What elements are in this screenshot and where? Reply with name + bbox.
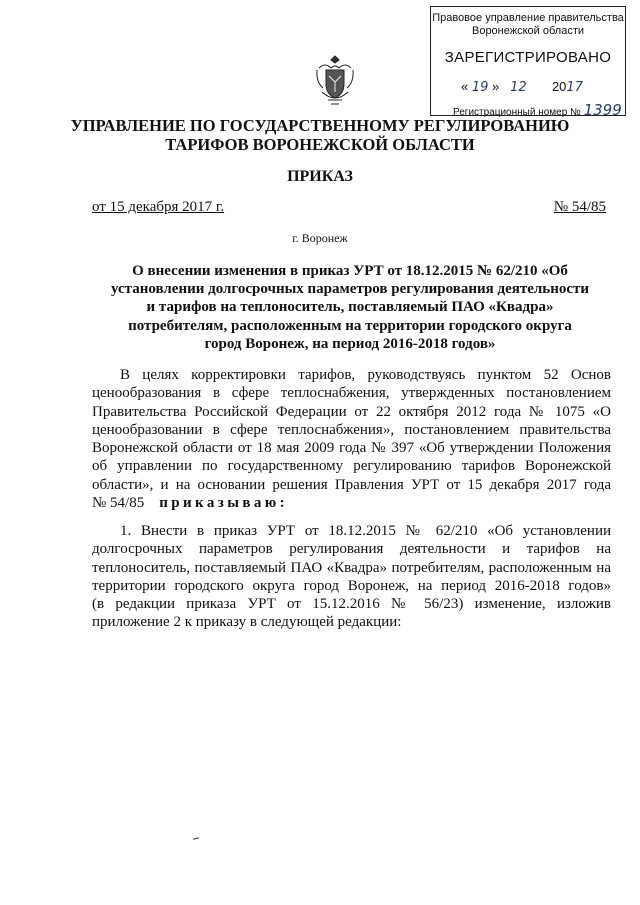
subject-line: и тарифов на теплоноситель, поставляемый ПАО «Квадра» xyxy=(146,299,554,316)
subject-line: О внесении изменения в приказ УРТ от 18.12.2015 № 62/210 «Об xyxy=(132,263,568,279)
stamp-date-year-prefix: 20 xyxy=(551,79,567,94)
org-name-line1: УПРАВЛЕНИЕ ПО ГОСУДАРСТВЕННОМУ РЕГУЛИРОВАНИЮ xyxy=(70,116,570,135)
stamp-date-year-hand: 17 xyxy=(566,80,583,95)
paragraph-line: ценообразования в сфере теплоснабжения, утвержденных постановлением xyxy=(92,385,611,402)
paragraph-line: территории городского округа город Воронеж, на период 2016-2018 годов» xyxy=(92,577,611,594)
paragraph-line: теплоноситель, поставляемый ПАО «Квадра» потребителям, расположенным на xyxy=(92,559,611,576)
stamp-registered-label: ЗАРЕГИСТРИРОВАНО xyxy=(444,49,612,66)
subject-line: город Воронеж, на период 2016-2018 годов» xyxy=(204,335,496,352)
stamp-reg-number-label: Регистрационный номер № xyxy=(453,107,581,118)
paragraph-line: долгосрочных параметров регулирования деятельности и тарифов на xyxy=(92,541,611,558)
stamp-date-day: 19 xyxy=(471,80,489,95)
paragraph-line: области», и на основании решения Правления УРТ от 15 декабря 2017 года xyxy=(92,476,611,493)
order-word: приказываю: xyxy=(159,495,288,512)
paragraph-last-line xyxy=(92,494,611,512)
stamp-date-month: 12 xyxy=(510,80,527,95)
paragraph-line: об управлении по государственному регулированию тарифов Воронежской xyxy=(92,458,611,475)
order-date: от 15 декабря 2017 г. xyxy=(92,199,225,215)
preamble-paragraph xyxy=(92,366,611,512)
order-clause-1 xyxy=(92,522,611,632)
stamp-authority-line2: Воронежской области xyxy=(471,25,584,37)
paragraph-line: приложение 2 к приказу в следующей редакции: xyxy=(92,614,402,631)
pen-mark xyxy=(193,837,199,840)
paragraph-line: ценообразовании в сфере теплоснабжения», постановлением правительства xyxy=(92,421,611,438)
paragraph-line: В целях корректировки тарифов, руководствуясь пунктом 52 Основ xyxy=(120,367,611,383)
decision-number: № 54/85 xyxy=(92,495,145,512)
org-name-line2: ТАРИФОВ ВОРОНЕЖСКОЙ ОБЛАСТИ xyxy=(165,135,475,154)
order-city: г. Воронеж xyxy=(292,231,348,245)
stamp-authority-line1: Правовое управление правительства xyxy=(432,12,624,24)
order-number: № 54/85 xyxy=(553,199,606,215)
coat-of-arms-emblem xyxy=(314,52,356,108)
order-subject xyxy=(90,262,610,353)
paragraph-line: (в редакции приказа УРТ от 15.12.2016 № 56/23) изменение, изложив xyxy=(92,596,611,613)
stamp-date-close-quote: » xyxy=(492,79,500,94)
stamp-reg-number-value: 1399 xyxy=(583,101,622,119)
registration-stamp xyxy=(430,6,626,119)
paragraph-line: Правительства Российской Федерации от 22 октября 2012 года № 1075 «О xyxy=(92,403,611,420)
stamp-date xyxy=(461,79,583,95)
paragraph-line: 1. Внести в приказ УРТ от 18.12.2015 № 62/210 «Об установлении xyxy=(120,523,611,539)
document-type-title: ПРИКАЗ xyxy=(287,168,353,185)
stamp-date-open-quote: « xyxy=(461,79,469,94)
subject-line: установлении долгосрочных параметров регулирования деятельности xyxy=(110,281,590,298)
subject-line: потребителям, расположенным на территории городского округа xyxy=(128,317,572,334)
paragraph-line: Воронежской области от 18 мая 2009 года № 397 «Об утверждении Положения xyxy=(92,440,611,457)
